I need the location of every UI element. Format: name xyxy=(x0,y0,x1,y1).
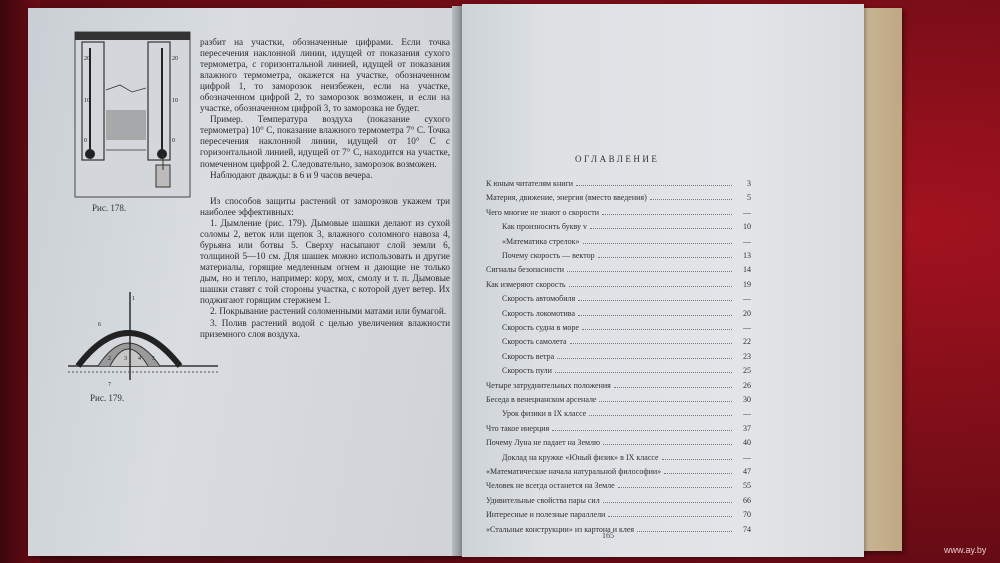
toc-entry xyxy=(486,525,751,536)
toc-entry-title: Почему Луна не падает на Землю xyxy=(486,438,601,448)
toc-entry xyxy=(486,467,751,478)
toc-entry-title: Доклад на кружке «Юный физик» в IX классе xyxy=(502,452,659,462)
figure-179-caption: Рис. 179. xyxy=(90,393,125,403)
toc-entry-title: Беседа в венецианском арсенале xyxy=(486,395,597,404)
toc-entry-page: 22 xyxy=(743,337,751,347)
paragraph: Пример. Температура воздуха (показание сухого термометра) 10° С, показание влажного термометра 7° С. Точка пересечения наклонной линии, идущей от 10° С с горизонтальной линией, идущей от 7° С, находится на участке, помеченном цифрой 2. Следовательно, заморозок возможен. xyxy=(200,114,450,169)
toc-entry-page: — xyxy=(743,409,751,419)
toc-entry-title: Как измеряют скорость xyxy=(486,279,566,289)
toc-entry-page: 26 xyxy=(743,380,751,390)
toc-entry-page: 3 xyxy=(747,179,751,188)
scale-label: 20 xyxy=(84,56,90,62)
page-number: 165 xyxy=(602,531,614,540)
toc-entry xyxy=(486,193,751,204)
toc-entry-page: 55 xyxy=(743,481,751,491)
toc-leader-dots xyxy=(603,444,732,445)
toc-entry-title: Скорость ветра xyxy=(502,351,555,361)
toc-leader-dots xyxy=(583,243,732,244)
paragraph: Из способов защиты растений от заморозков укажем три наиболее эффективных: xyxy=(200,196,450,218)
toc-leader-dots xyxy=(552,430,732,431)
toc-entry-page: 19 xyxy=(743,279,751,289)
toc-entry-title: «Стальные конструкции» из картона и клея xyxy=(486,524,635,534)
toc-leader-dots xyxy=(664,473,732,474)
toc-entry xyxy=(486,323,751,334)
toc-leader-dots xyxy=(578,315,732,316)
toc-entry-page: 37 xyxy=(743,423,751,433)
toc-leader-dots xyxy=(614,387,732,388)
toc-entry-title: Сигналы безопасности xyxy=(486,265,565,275)
paragraph: Наблюдают дважды: в 6 и 9 часов вечера. xyxy=(210,169,373,180)
fig179-label: 5 xyxy=(152,356,155,362)
toc-leader-dots xyxy=(603,502,732,503)
toc-entry xyxy=(486,438,751,449)
toc-entry xyxy=(486,309,751,320)
toc-entry xyxy=(486,366,751,377)
toc-entry-title: Скорость пули xyxy=(502,366,552,376)
fig179-label: 6 xyxy=(98,322,101,328)
toc-entry-title: К юным читателям книги xyxy=(486,179,574,188)
toc-leader-dots xyxy=(589,415,732,416)
toc-leader-dots xyxy=(599,401,732,402)
paragraph: разбит на участки, обозначенные цифрами. Если точка пересечения наклонной линии, идущей от показания сухого термометра, с горизонтальной линией, идущей от показания влажного термометра, окажется на участке, обозначенном цифрой 1, то заморозок неизбежен, если на участке, обозначенном цифрой 2, то заморозок возможен, и если на участке, обозначенном цифрой 3, то заморозка не будет. xyxy=(200,37,450,114)
toc-entry-page: 30 xyxy=(743,395,751,404)
toc-entry-title: Чего многие не знают о скорости xyxy=(486,207,600,217)
toc-entry xyxy=(486,208,751,219)
toc-leader-dots xyxy=(570,343,732,344)
toc-entry-page: 13 xyxy=(743,251,751,260)
toc-heading: ОГЛАВЛЕНИЕ xyxy=(575,154,660,164)
toc-leader-dots xyxy=(602,214,732,215)
toc-entry-page: 74 xyxy=(743,524,751,534)
thermometer-figure xyxy=(70,30,195,200)
toc-entry xyxy=(486,510,751,521)
toc-entry-title: «Математические начала натуральной философии» xyxy=(486,467,662,476)
toc-leader-dots xyxy=(618,487,732,488)
toc-entry-title: Человек не всегда останется на Земле xyxy=(486,481,615,491)
toc-entry-title: Скорость судна в море xyxy=(502,323,579,332)
toc-leader-dots xyxy=(557,358,732,359)
toc-entry-page: — xyxy=(743,294,751,304)
toc-entry xyxy=(486,179,751,190)
scale-label: 10 xyxy=(84,98,90,104)
paragraph: 1. Дымление (рис. 179). Дымовые шашки делают из сухой соломы 2, веток или щепок 3, влажного соломного навоза 4, бурьяна или ботвы 5. Сверху насыпают слой земли 6, толщиной 5—10 см. Для шашек можно использовать и другие материалы, горящие медленным огнем и дающие не только дым, но и тепло, например: кору, мох, смолу и т. п. Дымовые шашки ставят с той стороны участка, с которой дует ветер. Их поджигают горящим стержнем 1. xyxy=(200,218,450,306)
scale-label: 0 xyxy=(84,138,87,144)
left-page-text-bottom xyxy=(200,196,450,340)
toc-entry xyxy=(486,222,751,233)
fig179-label: 1 xyxy=(132,296,135,302)
toc-entry-page: — xyxy=(743,323,751,332)
toc-entry xyxy=(486,265,751,276)
toc-entry-title: Урок физики в IX классе xyxy=(502,409,587,419)
toc-entry-title: Удивительные свойства пары сил xyxy=(486,495,600,505)
toc-entry-title: Интересные и полезные параллели xyxy=(486,510,606,520)
toc-entry-page: 5 xyxy=(747,193,751,203)
toc-leader-dots xyxy=(582,329,732,330)
toc-entry-title: Четыре затруднительных положения xyxy=(486,380,611,390)
toc-entry-page: — xyxy=(743,207,751,217)
left-page-text-top xyxy=(200,37,450,181)
toc-entry xyxy=(486,481,751,492)
toc-entry xyxy=(486,381,751,392)
toc-leader-dots xyxy=(637,531,732,532)
toc-entry-page: — xyxy=(743,236,751,246)
watermark: www.ay.by xyxy=(944,545,987,555)
paragraph: 2. Покрывание растений соломенными матами или бумагой. xyxy=(210,306,447,317)
toc-entry-page: 10 xyxy=(743,222,751,232)
toc-entry-page: 23 xyxy=(743,351,751,361)
scale-label: 0 xyxy=(172,138,175,144)
toc-entry xyxy=(486,424,751,435)
fig179-label: 4 xyxy=(138,356,141,362)
fig179-label: 3 xyxy=(124,356,127,362)
toc-entry-title: Скорость самолета xyxy=(502,337,567,347)
toc-entry-page: 25 xyxy=(743,366,751,376)
toc-leader-dots xyxy=(569,286,732,287)
fig179-label: 2 xyxy=(108,356,111,362)
toc-entry-page: 40 xyxy=(743,438,751,448)
toc-leader-dots xyxy=(590,228,732,229)
paragraph: 3. Полив растений водой с целью увеличения влажности приземного слоя воздуха. xyxy=(200,317,450,339)
figure-178-caption: Рис. 178. xyxy=(92,203,127,213)
toc-entry-title: Скорость автомобиля xyxy=(502,294,576,304)
toc-entry xyxy=(486,409,751,420)
toc-entry-title: Что такое инерция xyxy=(486,423,550,433)
toc-leader-dots xyxy=(578,300,732,301)
toc-leader-dots xyxy=(608,516,732,517)
toc-entry-title: Материя, движение, энергия (вместо введения) xyxy=(486,193,647,203)
toc-entry xyxy=(486,453,751,464)
toc-leader-dots xyxy=(650,199,732,200)
toc-entry xyxy=(486,395,751,406)
toc-entry-page: 20 xyxy=(743,308,751,318)
scale-label: 20 xyxy=(172,56,178,62)
toc-entry-page: — xyxy=(743,452,751,462)
toc-entry xyxy=(486,337,751,348)
toc-entry-title: Скорость локомотива xyxy=(502,308,575,318)
toc-leader-dots xyxy=(598,257,732,258)
toc-entry xyxy=(486,251,751,262)
toc-entry-title: Как произносить букву v xyxy=(502,222,588,232)
toc-entry xyxy=(486,237,751,248)
toc-entry xyxy=(486,294,751,305)
smoke-bomb-figure xyxy=(68,290,218,400)
toc-leader-dots xyxy=(662,459,732,460)
toc-entry-title: Почему скорость — вектор xyxy=(502,251,595,260)
toc-entry xyxy=(486,496,751,507)
toc-entry xyxy=(486,280,751,291)
fig179-label: 7 xyxy=(108,382,111,388)
toc-entry-title: «Математика стрелок» xyxy=(502,236,580,246)
toc-entry-page: 70 xyxy=(743,510,751,520)
toc-entry-page: 47 xyxy=(743,467,751,476)
toc-entry xyxy=(486,352,751,363)
scale-label: 10 xyxy=(172,98,178,104)
toc-leader-dots xyxy=(567,271,732,272)
toc-entry-page: 14 xyxy=(743,265,751,275)
toc-entry-page: 66 xyxy=(743,495,751,505)
toc-leader-dots xyxy=(555,372,732,373)
toc-leader-dots xyxy=(576,185,732,186)
